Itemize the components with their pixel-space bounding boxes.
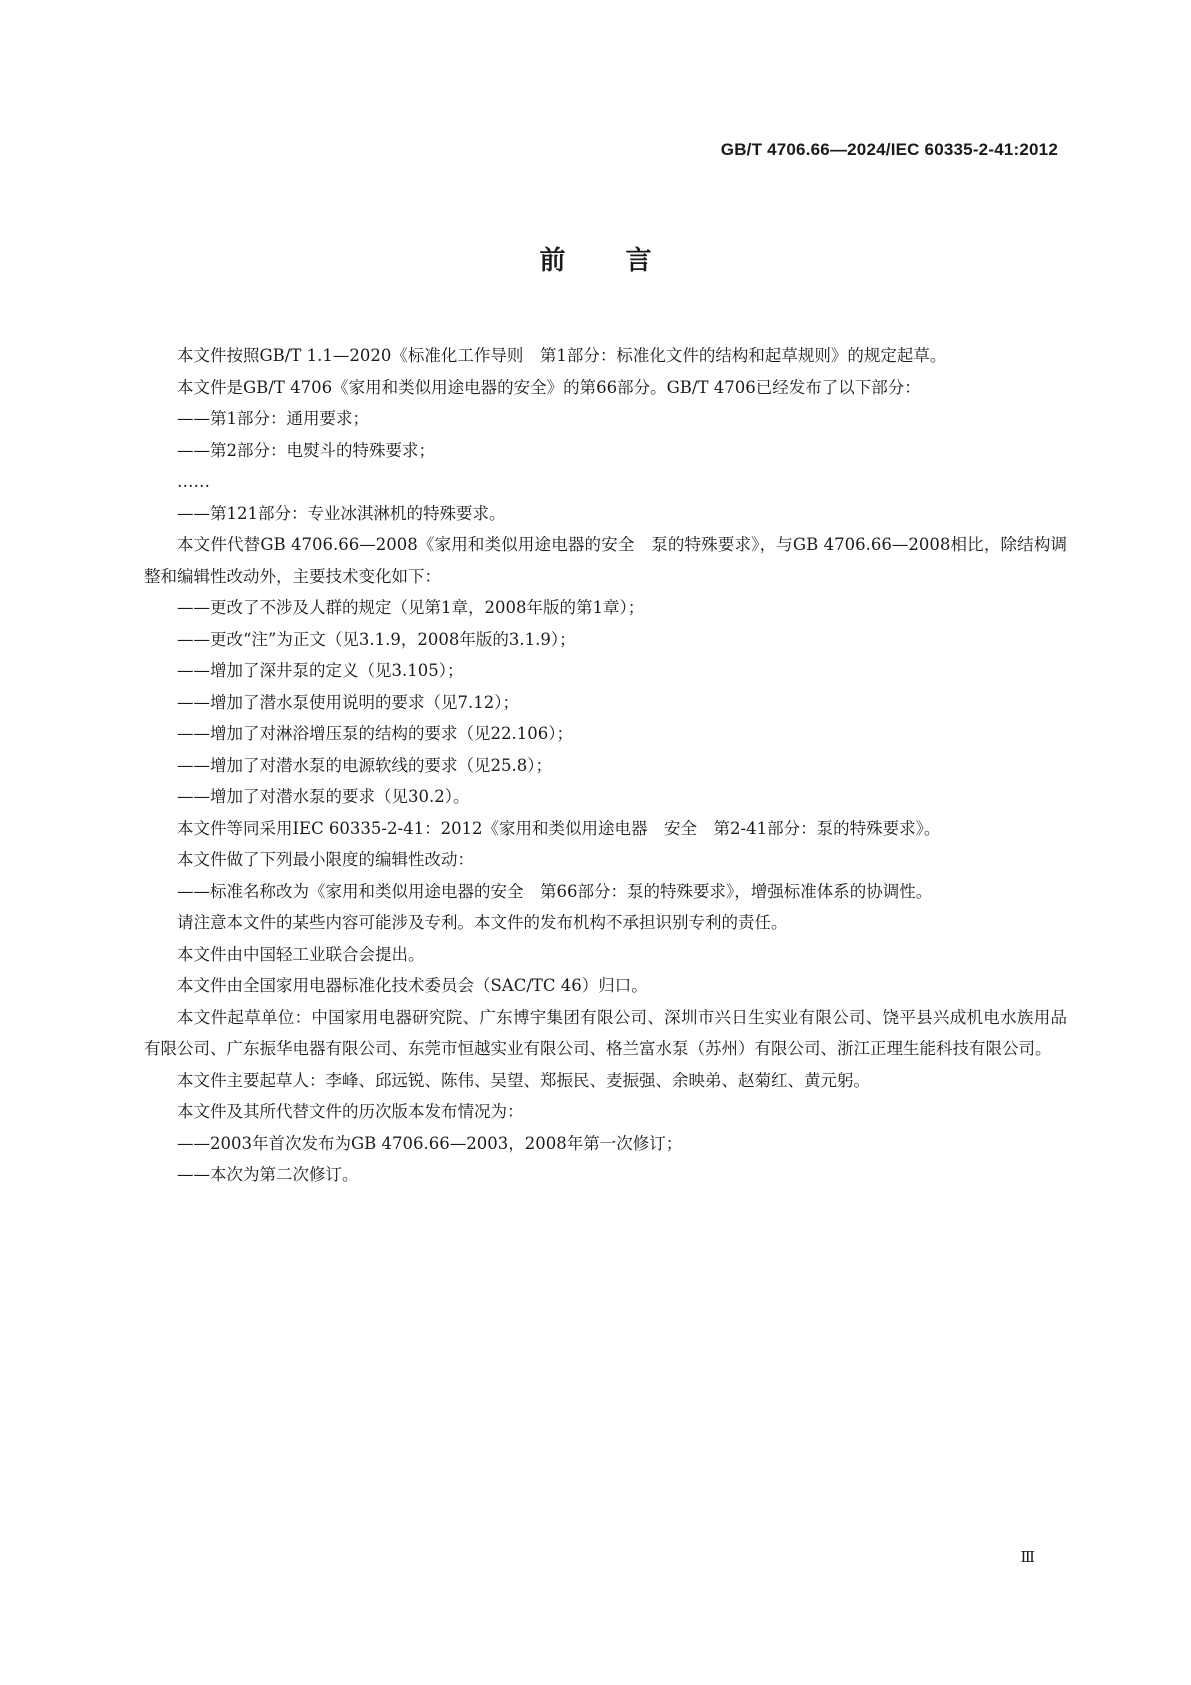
paragraph-drafting-organizations: 本文件起草单位：中国家用电器研究院、广东博宇集团有限公司、深圳市兴日生实业有限公司、饶平县兴成机电水族用品有限公司、广东振华电器有限公司、东莞市恒越实业有限公司、格兰富水泵（苏州）有限公司、浙江正理生能科技有限公司。 [144,1007,1067,1058]
list-item-editorial-change: ——标准名称改为《家用和类似用途电器的安全 第66部分：泵的特殊要求》，增强标准体系的协调性。 [177,881,933,901]
list-item-history-2: ——本次为第二次修订。 [177,1165,359,1184]
paragraph-replaces: 本文件代替GB 4706.66—2008《家用和类似用途电器的安全 泵的特殊要求》，与GB 4706.66—2008相比，除结构调整和编辑性改动外，主要技术变化如下： [144,535,1067,586]
list-item-change-2: ——更改“注”为正文（见3.1.9，2008年版的3.1.9）； [177,629,576,649]
list-item-change-6: ——增加了对潜水泵的电源软线的要求（见25.8）； [177,755,552,775]
paragraph-editorial-changes: 本文件做了下列最小限度的编辑性改动： [177,850,474,869]
list-ellipsis: …… [177,472,210,491]
list-item-change-4: ——增加了潜水泵使用说明的要求（见7.12）； [177,692,519,712]
paragraph-version-history: 本文件及其所代替文件的历次版本发布情况为： [177,1102,524,1121]
list-item-part-2: ——第2部分：电熨斗的特殊要求； [177,440,435,460]
list-item-change-3: ——增加了深井泵的定义（见3.105）； [177,661,464,680]
standard-code-header: GB/T 4706.66—2024/IEC 60335-2-41:2012 [720,140,1058,159]
page-number: Ⅲ [1020,1548,1035,1566]
list-item-history-1: ——2003年首次发布为GB 4706.66—2003，2008年第一次修订； [177,1133,683,1153]
list-item-change-1: ——更改了不涉及人群的规定（见第1章，2008年版的第1章）； [177,598,645,617]
paragraph-drafting-rules: 本文件按照GB/T 1.1—2020《标准化工作导则 第1部分：标准化文件的结构和起草规则》的规定起草。 [177,346,947,365]
preface-body [144,340,1067,1191]
list-item-change-5: ——增加了对淋浴增压泵的结构的要求（见22.106）； [177,724,573,743]
paragraph-patent-notice: 请注意本文件的某些内容可能涉及专利。本文件的发布机构不承担识别专利的责任。 [177,913,788,932]
list-item-part-1: ——第1部分：通用要求； [177,409,369,428]
list-item-part-121: ——第121部分：专业冰淇淋机的特殊要求。 [177,503,506,523]
paragraph-drafters: 本文件主要起草人：李峰、邱远锐、陈伟、吴望、郑振民、麦振强、余映弟、赵菊红、黄元躬。 [177,1070,870,1090]
paragraph-technical-committee: 本文件由全国家用电器标准化技术委员会（SAC/TC 46）归口。 [177,976,648,995]
page-title: 前言 [539,246,712,276]
list-item-change-7: ——增加了对潜水泵的要求（见30.2）。 [177,787,470,806]
paragraph-identical-adoption: 本文件等同采用IEC 60335-2-41：2012《家用和类似用途电器 安全 第2-41部分：泵的特殊要求》。 [177,818,941,838]
paragraph-proposed-by: 本文件由中国轻工业联合会提出。 [177,944,425,964]
paragraph-series-part: 本文件是GB/T 4706《家用和类似用途电器的安全》的第66部分。GB/T 4706已经发布了以下部分： [177,377,921,397]
